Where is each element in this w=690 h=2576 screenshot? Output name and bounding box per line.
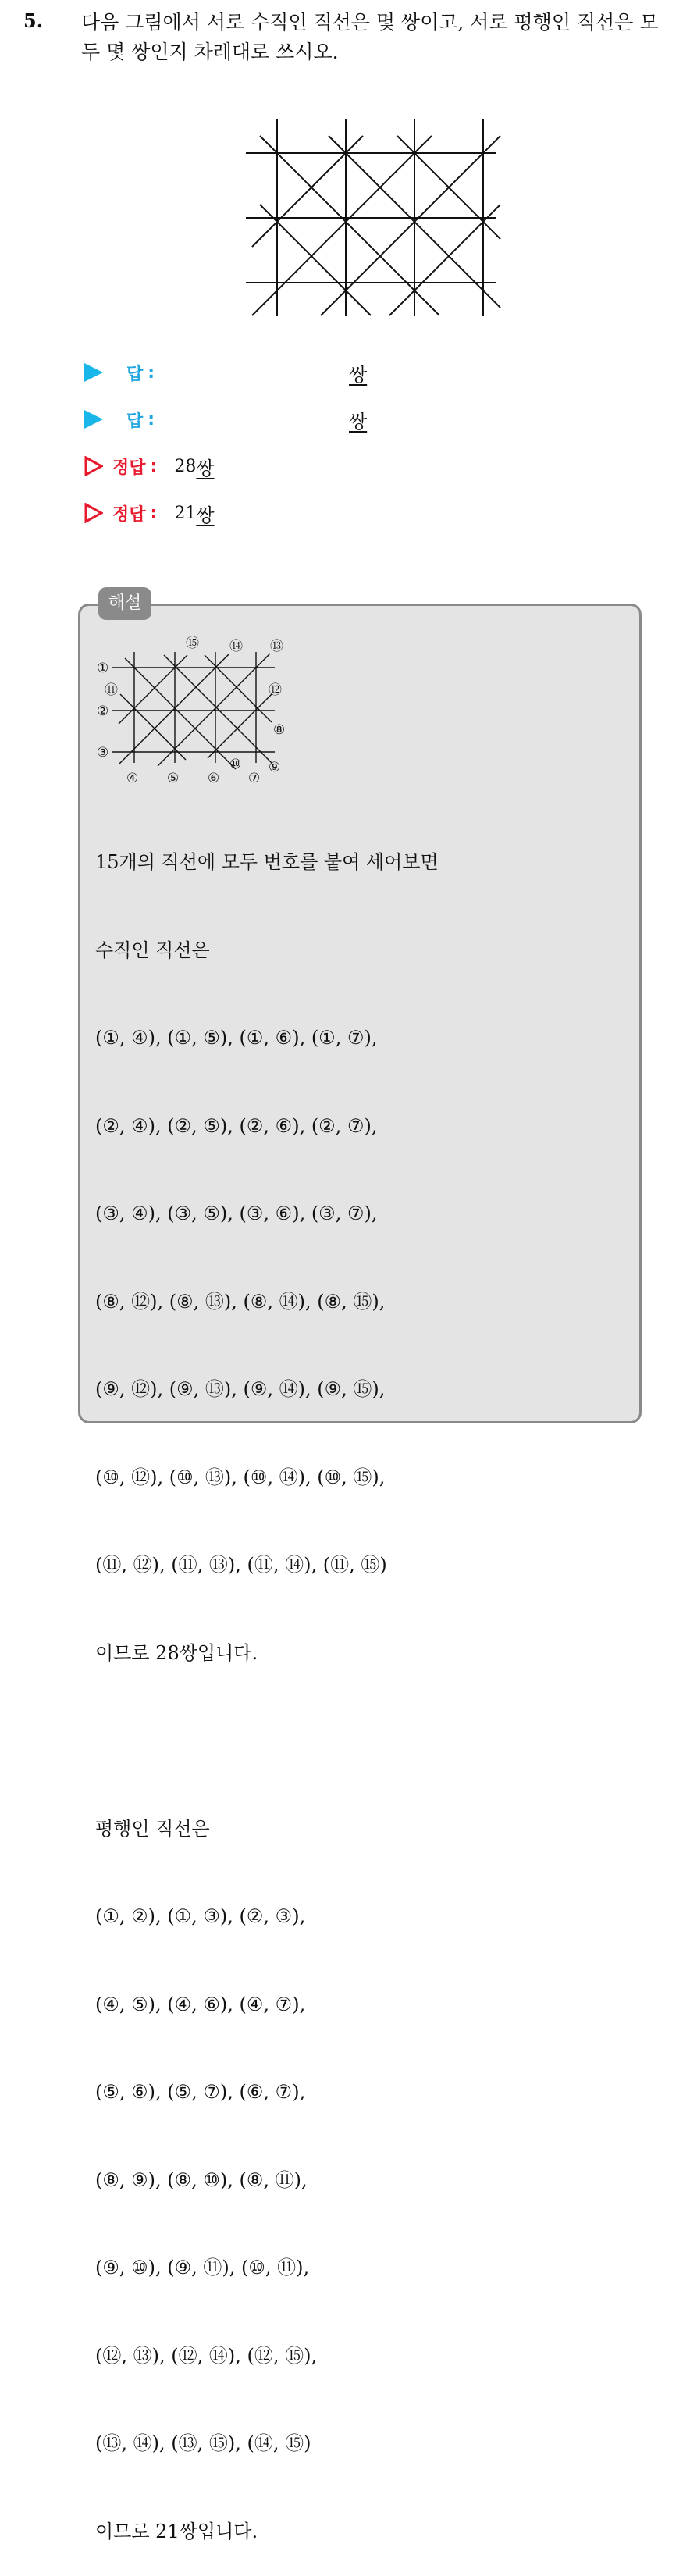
explanation-line: (⑪, ⑫), (⑪, ⑬), (⑪, ⑭), (⑪, ⑮): [95, 1554, 387, 1576]
correct-answer-unit: 쌍: [196, 504, 215, 526]
play-triangle-icon: [84, 410, 103, 429]
correct-answer-colon: :: [150, 503, 158, 523]
question-text: 다음 그림에서 서로 수직인 직선은 몇 쌍이고, 서로 평행인 직선은 모두 몇 쌍인지 차례대로 쓰시오.: [81, 11, 659, 63]
answer-blank-unit: 쌍: [349, 364, 368, 386]
explanation-line: (②, ④), (②, ⑤), (②, ⑥), (②, ⑦),: [95, 1114, 378, 1137]
figure-label: ③: [97, 745, 109, 761]
question-number: 5.: [23, 9, 44, 32]
answer-row-1: [84, 359, 155, 386]
figure-label: ⑤: [167, 771, 180, 785]
correct-answer-label: 정답: [112, 504, 146, 525]
correct-answer-colon: :: [150, 456, 158, 476]
explanation-line: 이므로 28쌍입니다.: [95, 1641, 258, 1664]
explanation-line: 평행인 직선은: [95, 1817, 210, 1840]
explanation-line: (⑩, ⑫), (⑩, ⑬), (⑩, ⑭), (⑩, ⑮),: [95, 1466, 386, 1488]
correct-answer-row-2: [84, 500, 215, 526]
figure-label: ④: [126, 771, 139, 785]
explanation-line: (⑬, ⑭), (⑬, ⑮), (⑭, ⑮): [95, 2432, 311, 2454]
explanation-line: (⑧, ⑨), (⑧, ⑩), (⑧, ⑪),: [95, 2168, 308, 2191]
figure-label: ⑦: [248, 771, 261, 785]
figure-label: ⑮: [186, 636, 199, 651]
answer-blank-unit: 쌍: [349, 411, 368, 433]
explanation-tag: 해설: [98, 587, 151, 620]
figure-label: ⑬: [270, 639, 283, 654]
explanation-line: 이므로 21쌍입니다.: [95, 2520, 258, 2542]
explanation-text: [95, 789, 439, 2576]
explanation-line: [95, 1726, 439, 1756]
answer-colon: :: [148, 409, 155, 429]
numbered-line-figure: [95, 629, 298, 785]
explanation-line: (③, ④), (③, ⑤), (③, ⑥), (③, ⑦),: [95, 1202, 378, 1224]
answer-label: 답: [126, 411, 144, 431]
figure-label: ⑥: [208, 771, 220, 785]
explanation-line: (⑧, ⑫), (⑧, ⑬), (⑧, ⑭), (⑧, ⑮),: [95, 1290, 386, 1313]
figure-label: ⑨: [269, 760, 281, 775]
correct-answer-unit: 쌍: [196, 457, 215, 479]
explanation-line: (⑨, ⑫), (⑨, ⑬), (⑨, ⑭), (⑨, ⑮),: [95, 1378, 386, 1400]
explanation-line: 수직인 직선은: [95, 939, 210, 961]
figure-label: ⑫: [269, 682, 282, 698]
explanation-line: (⑤, ⑥), (⑤, ⑦), (⑥, ⑦),: [95, 2081, 306, 2103]
figure-label: ⑪: [105, 682, 118, 698]
answer-label: 답: [126, 364, 144, 384]
figure-label: ⑭: [229, 639, 243, 654]
correct-answer-row-1: [84, 453, 215, 479]
figure-label: ②: [97, 704, 109, 719]
figure-label: ①: [97, 661, 109, 676]
correct-answer-value: 21: [174, 503, 197, 523]
line-grid-figure: [238, 116, 503, 326]
figure-label: ⑧: [273, 722, 286, 738]
correct-answer-label: 정답: [112, 458, 146, 478]
figure-label: ⑩: [229, 757, 242, 772]
explanation-line: (①, ②), (①, ③), (②, ③),: [95, 1905, 306, 1927]
answer-colon: :: [148, 362, 155, 383]
correct-answer-value: 28: [174, 456, 197, 476]
answer-row-2: [84, 406, 155, 433]
outline-triangle-icon: [84, 503, 103, 523]
play-triangle-icon: [84, 363, 103, 382]
explanation-line: (⑫, ⑬), (⑫, ⑭), (⑫, ⑮),: [95, 2344, 318, 2367]
explanation-line: 15개의 직선에 모두 번호를 붙여 세어보면: [95, 851, 439, 873]
explanation-line: (④, ⑤), (④, ⑥), (④, ⑦),: [95, 1993, 306, 2015]
explanation-line: (⑨, ⑩), (⑨, ⑪), (⑩, ⑪),: [95, 2257, 310, 2278]
outline-triangle-icon: [84, 456, 103, 476]
explanation-line: (①, ④), (①, ⑤), (①, ⑥), (①, ⑦),: [95, 1027, 378, 1049]
